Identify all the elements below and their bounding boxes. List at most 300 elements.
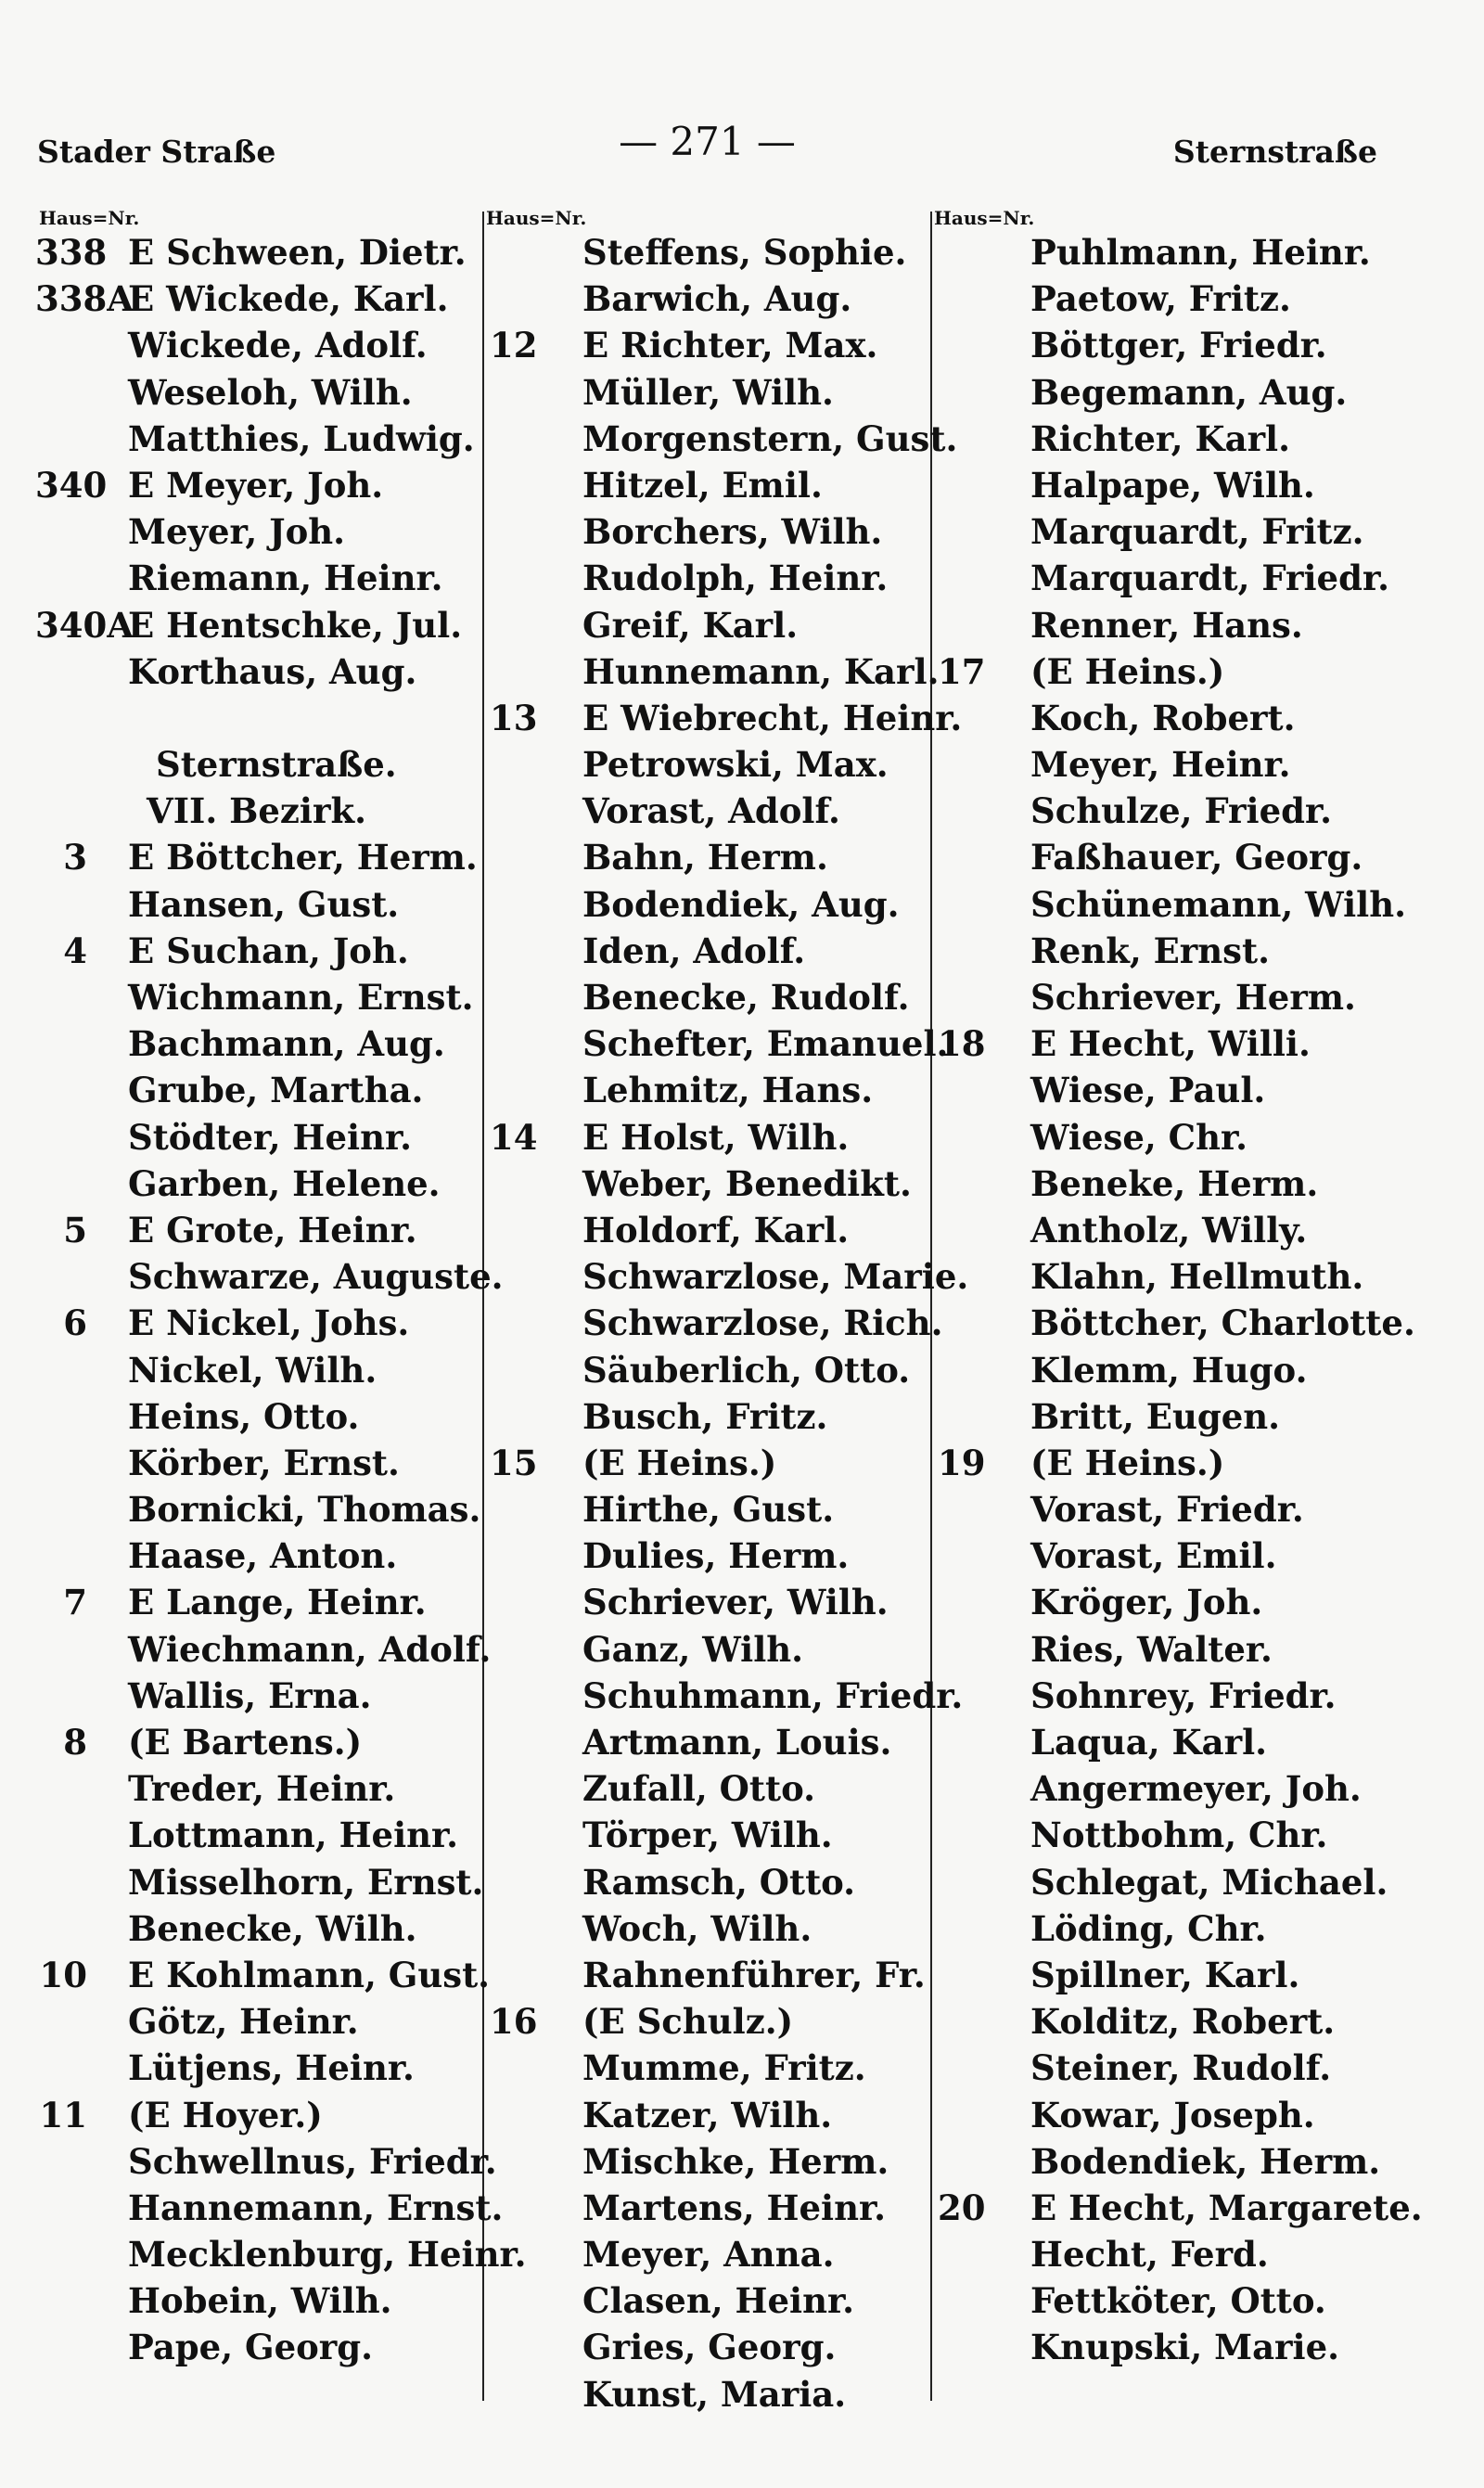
list-item (482, 1067, 930, 1113)
list-item (482, 695, 963, 741)
resident-name: Riemann, Heinr. (128, 558, 443, 599)
list-item (35, 1440, 482, 1486)
list-item (35, 1533, 482, 1579)
resident-name: E Böttcher, Herm. (128, 837, 478, 878)
list-item (482, 1486, 930, 1533)
resident-name: Greif, Karl. (582, 604, 799, 646)
resident-name: Spillner, Karl. (1030, 1954, 1300, 1995)
list-item (35, 2277, 482, 2324)
resident-name: E Holst, Wilh. (582, 1116, 850, 1158)
list-item (930, 1020, 1391, 1067)
list-item (482, 1765, 930, 1812)
resident-name: Iden, Adolf. (582, 930, 806, 971)
list-item (930, 1765, 1391, 1812)
house-number: 7 (63, 1582, 87, 1623)
list-item (930, 928, 1391, 974)
list-item (482, 788, 930, 834)
resident-name: Wallis, Erna. (128, 1674, 372, 1716)
house-number: 13 (490, 697, 538, 738)
resident-name: (E Bartens.) (128, 1722, 363, 1763)
list-item (930, 2277, 1391, 2324)
list-item (482, 2371, 930, 2417)
resident-name: Wiese, Paul. (1030, 1070, 1266, 1111)
resident-name: Schwarzlose, Rich. (582, 1302, 943, 1344)
house-number: 18 (938, 1023, 986, 1065)
column-label: Haus=Nr. (486, 207, 587, 229)
section-district: VII. Bezirk. (147, 790, 366, 832)
list-item (930, 1952, 1391, 1998)
resident-name: Hecht, Ferd. (1030, 2234, 1269, 2276)
list-item (930, 508, 1391, 555)
list-item (482, 555, 930, 601)
house-number: 338A (35, 278, 134, 320)
list-item (35, 229, 482, 276)
house-number: 17 (938, 650, 986, 692)
resident-name: Martens, Heinr. (582, 2187, 886, 2228)
entry-list (35, 229, 482, 695)
column-label: Haus=Nr. (934, 207, 1035, 229)
list-item (35, 648, 482, 695)
list-item (930, 1253, 1391, 1300)
resident-name: Bornicki, Thomas. (128, 1489, 481, 1531)
resident-name: Misselhorn, Ernst. (128, 1861, 484, 1903)
resident-name: E Lange, Heinr. (128, 1582, 427, 1623)
resident-name: Haase, Anton. (128, 1535, 398, 1577)
resident-name: Hansen, Gust. (128, 883, 400, 925)
resident-name: Schuhmann, Friedr. (582, 1674, 964, 1716)
resident-name: Kröger, Joh. (1030, 1582, 1263, 1623)
resident-name: Wickede, Adolf. (128, 325, 428, 366)
house-number: 6 (63, 1302, 87, 1344)
list-item (930, 834, 1391, 880)
list-item (482, 1300, 943, 1346)
list-item (35, 462, 482, 508)
list-item (482, 1626, 930, 1673)
list-item (35, 1812, 482, 1858)
list-item (35, 1300, 482, 1346)
resident-name: Vorast, Adolf. (582, 790, 840, 832)
resident-name: Antholz, Willy. (1030, 1209, 1308, 1250)
list-item (930, 1812, 1391, 1858)
list-item (35, 2045, 482, 2091)
list-item (482, 834, 930, 880)
list-item (930, 1067, 1391, 1113)
resident-name: Schlegat, Michael. (1030, 1861, 1388, 1903)
resident-name: E Schween, Dietr. (128, 232, 467, 273)
list-item (35, 1114, 482, 1161)
list-item (35, 1952, 491, 1998)
list-item (482, 1579, 930, 1625)
list-item (930, 1673, 1391, 1719)
resident-name: (E Heins.) (1030, 1442, 1225, 1483)
resident-name: Pape, Georg. (128, 2327, 374, 2368)
resident-name: Schulze, Friedr. (1030, 790, 1332, 832)
resident-name: Treder, Heinr. (128, 1768, 396, 1810)
resident-name: Richter, Karl. (1030, 417, 1290, 459)
list-item (35, 974, 482, 1020)
resident-name: Weseloh, Wilh. (128, 371, 413, 413)
resident-name: Körber, Ernst. (128, 1442, 400, 1483)
resident-name: Begemann, Aug. (1030, 371, 1348, 413)
resident-name: Busch, Fritz. (582, 1395, 828, 1437)
resident-name: Dulies, Herm. (582, 1535, 850, 1577)
list-item (930, 881, 1406, 928)
resident-name: Bahn, Herm. (582, 837, 828, 878)
resident-name: E Grote, Heinr. (128, 1209, 417, 1250)
resident-name: Matthies, Ludwig. (128, 417, 475, 459)
list-item (482, 1161, 930, 1207)
resident-name: Fettköter, Otto. (1030, 2280, 1326, 2322)
resident-name: Puhlmann, Heinr. (1030, 232, 1371, 273)
page-number: — 271 — (619, 119, 796, 164)
resident-name: Lottmann, Heinr. (128, 1815, 458, 1856)
list-item (35, 508, 482, 555)
list-item (482, 1020, 949, 1067)
resident-name: Benecke, Wilh. (128, 1907, 417, 1949)
resident-name: Löding, Chr. (1030, 1907, 1267, 1949)
resident-name: Marquardt, Fritz. (1030, 511, 1364, 553)
resident-name: Klahn, Hellmuth. (1030, 1256, 1364, 1298)
list-item (930, 1579, 1391, 1625)
list-item (35, 555, 482, 601)
list-item (930, 1905, 1391, 1952)
list-item (930, 2045, 1391, 2091)
resident-name: Weber, Benedikt. (582, 1162, 912, 1204)
resident-name: Schefter, Emanuel. (582, 1023, 949, 1065)
resident-name: Lütjens, Heinr. (128, 2047, 415, 2089)
resident-name: E Suchan, Joh. (128, 930, 409, 971)
resident-name: Sohnrey, Friedr. (1030, 1674, 1337, 1716)
house-number: 11 (39, 2094, 87, 2135)
list-item (482, 1905, 930, 1952)
list-item (35, 416, 482, 462)
list-item (930, 1161, 1391, 1207)
list-item (930, 1300, 1415, 1346)
resident-name: Beneke, Herm. (1030, 1162, 1319, 1204)
list-item (35, 1393, 482, 1440)
list-item (930, 1998, 1391, 2045)
list-item (930, 555, 1391, 601)
resident-name: Petrowski, Max. (582, 744, 889, 786)
resident-name: E Wiebrecht, Heinr. (582, 697, 963, 738)
house-number: 3 (63, 837, 87, 878)
list-item (482, 881, 930, 928)
resident-name: Katzer, Wilh. (582, 2094, 833, 2135)
resident-name: Halpape, Wilh. (1030, 464, 1315, 506)
list-item (930, 2092, 1391, 2138)
resident-name: Böttger, Friedr. (1030, 325, 1327, 366)
list-item (482, 602, 930, 648)
list-item (482, 2324, 930, 2370)
list-item (482, 1253, 969, 1300)
resident-name: Faßhauer, Georg. (1030, 837, 1363, 878)
resident-name: Hannemann, Ernst. (128, 2187, 504, 2228)
resident-name: Wichmann, Ernst. (128, 977, 474, 1018)
list-item (35, 322, 482, 368)
house-number: 10 (39, 1954, 87, 1995)
list-item (35, 276, 482, 322)
resident-name: (E Schulz.) (582, 2001, 794, 2043)
list-item (930, 648, 1391, 695)
resident-name: Gries, Georg. (582, 2327, 837, 2368)
list-item (930, 1207, 1391, 1253)
resident-name: Ganz, Wilh. (582, 1628, 804, 1670)
list-item (482, 1998, 930, 2045)
resident-name: Meyer, Heinr. (1030, 744, 1291, 786)
resident-name: Schwellnus, Friedr. (128, 2140, 497, 2182)
resident-name: Meyer, Anna. (582, 2234, 835, 2276)
list-item (482, 416, 958, 462)
list-item (930, 602, 1391, 648)
resident-name: Heins, Otto. (128, 1395, 360, 1437)
house-number: 16 (490, 2001, 538, 2043)
resident-name: Kunst, Maria. (582, 2373, 847, 2415)
resident-name: Lehmitz, Hans. (582, 1070, 874, 1111)
house-number: 5 (63, 1209, 87, 1250)
list-item (930, 369, 1391, 416)
resident-name: Renner, Hans. (1030, 604, 1303, 646)
resident-name: Angermeyer, Joh. (1030, 1768, 1362, 1810)
list-item (482, 1812, 930, 1858)
list-item (35, 602, 482, 648)
resident-name: E Richter, Max. (582, 325, 878, 366)
resident-name: Laqua, Karl. (1030, 1722, 1268, 1763)
list-item (930, 1114, 1391, 1161)
list-item (930, 2138, 1391, 2185)
house-number: 19 (938, 1442, 986, 1483)
resident-name: Borchers, Wilh. (582, 511, 883, 553)
resident-name: Marquardt, Friedr. (1030, 558, 1389, 599)
resident-name: (E Heins.) (1030, 650, 1225, 692)
resident-name: Böttcher, Charlotte. (1030, 1302, 1415, 1344)
resident-name: Ries, Walter. (1030, 1628, 1273, 1670)
list-item (482, 2045, 930, 2091)
list-item (482, 1440, 930, 1486)
resident-name: Britt, Eugen. (1030, 1395, 1281, 1437)
resident-name: Grube, Martha. (128, 1070, 424, 1111)
section-title: Sternstraße. (156, 744, 397, 786)
list-item (482, 369, 930, 416)
resident-name: Bodendiek, Herm. (1030, 2140, 1381, 2182)
list-item (482, 2092, 930, 2138)
list-item (930, 322, 1391, 368)
resident-name: Schriever, Wilh. (582, 1582, 889, 1623)
list-item (930, 1859, 1391, 1905)
list-item (35, 1673, 482, 1719)
house-number: 8 (63, 1722, 87, 1763)
list-item (482, 1859, 930, 1905)
spacer (35, 695, 482, 741)
resident-name: E Nickel, Johs. (128, 1302, 410, 1344)
resident-name: Säuberlich, Otto. (582, 1349, 911, 1391)
resident-name: Clasen, Heinr. (582, 2280, 854, 2322)
list-item (35, 1579, 482, 1625)
list-item (482, 508, 930, 555)
header-street-left: Stader Straße (37, 134, 276, 170)
resident-name: Klemm, Hugo. (1030, 1349, 1308, 1391)
list-item (930, 462, 1391, 508)
list-item (482, 1114, 930, 1161)
resident-name: E Hentschke, Jul. (128, 604, 463, 646)
house-number: 4 (63, 930, 87, 971)
list-item (35, 1905, 482, 1952)
list-item (930, 276, 1391, 322)
resident-name: Vorast, Emil. (1030, 1535, 1277, 1577)
list-item (35, 1253, 504, 1300)
list-item (35, 1207, 482, 1253)
house-number: 20 (938, 2187, 986, 2228)
list-item (482, 1719, 930, 1765)
resident-name: Schwarze, Auguste. (128, 1256, 504, 1298)
list-item (482, 322, 930, 368)
resident-name: Hitzel, Emil. (582, 464, 823, 506)
list-item (930, 2324, 1391, 2370)
resident-name: E Kohlmann, Gust. (128, 1954, 491, 1995)
list-item (482, 648, 940, 695)
list-item (482, 974, 930, 1020)
resident-name: Rahnenführer, Fr. (582, 1954, 926, 1995)
list-item (930, 741, 1391, 788)
resident-name: Törper, Wilh. (582, 1815, 833, 1856)
list-item (35, 2231, 527, 2277)
resident-name: E Hecht, Willi. (1030, 1023, 1311, 1065)
list-item (482, 2231, 930, 2277)
list-item (482, 1207, 930, 1253)
resident-name: Hirthe, Gust. (582, 1489, 835, 1531)
list-item (35, 1765, 482, 1812)
resident-name: Holdorf, Karl. (582, 1209, 850, 1250)
resident-name: Mischke, Herm. (582, 2140, 889, 2182)
resident-name: Wiechmann, Adolf. (128, 1628, 492, 1670)
list-item (35, 928, 482, 974)
house-number: 340 (35, 464, 108, 506)
list-item (35, 1626, 492, 1673)
resident-name: Artmann, Louis. (582, 1722, 892, 1763)
resident-name: Meyer, Joh. (128, 511, 346, 553)
list-item (482, 1673, 964, 1719)
list-item (930, 1347, 1391, 1393)
list-item (482, 2277, 930, 2324)
resident-name: Hobein, Wilh. (128, 2280, 392, 2322)
list-item (35, 2185, 504, 2231)
list-item (930, 229, 1391, 276)
resident-name: Kolditz, Robert. (1030, 2001, 1336, 2043)
list-item (35, 881, 482, 928)
list-item (35, 2138, 497, 2185)
resident-name: Kowar, Joseph. (1030, 2094, 1315, 2135)
list-item (930, 1486, 1391, 1533)
resident-name: Rudolph, Heinr. (582, 558, 889, 599)
resident-name: Knupski, Marie. (1030, 2327, 1340, 2368)
resident-name: Benecke, Rudolf. (582, 977, 910, 1018)
resident-name: Woch, Wilh. (582, 1907, 812, 1949)
house-number: 338 (35, 232, 108, 273)
resident-name: Barwich, Aug. (582, 278, 852, 320)
list-item (35, 369, 482, 416)
list-item (35, 1486, 482, 1533)
list-item (930, 788, 1391, 834)
list-item (930, 416, 1391, 462)
list-item (930, 1440, 1391, 1486)
list-item (482, 1952, 930, 1998)
resident-name: Schünemann, Wilh. (1030, 883, 1406, 925)
house-number: 12 (490, 325, 538, 366)
list-item (482, 276, 930, 322)
list-item (930, 1393, 1391, 1440)
resident-name: Schwarzlose, Marie. (582, 1256, 969, 1298)
resident-name: Götz, Heinr. (128, 2001, 359, 2043)
resident-name: Morgenstern, Gust. (582, 417, 958, 459)
list-item (482, 1393, 930, 1440)
resident-name: Ramsch, Otto. (582, 1861, 856, 1903)
list-item (482, 1347, 930, 1393)
list-item (930, 974, 1391, 1020)
list-item (35, 2092, 482, 2138)
resident-name: Hunnemann, Karl. (582, 650, 940, 692)
list-item (35, 834, 482, 880)
resident-name: Koch, Robert. (1030, 697, 1296, 738)
resident-name: Zufall, Otto. (582, 1768, 815, 1810)
list-item (35, 1020, 482, 1067)
list-item (930, 1533, 1391, 1579)
resident-name: Mecklenburg, Heinr. (128, 2234, 527, 2276)
house-number: 340A (35, 604, 134, 646)
list-item (930, 2231, 1391, 2277)
list-item (930, 1719, 1391, 1765)
resident-name: E Hecht, Margarete. (1030, 2187, 1423, 2228)
resident-name: Steiner, Rudolf. (1030, 2047, 1332, 2089)
list-item (482, 462, 930, 508)
resident-name: Bodendiek, Aug. (582, 883, 900, 925)
list-item (35, 1347, 482, 1393)
list-item (35, 1998, 482, 2045)
entry-list (930, 229, 1423, 2371)
list-item (930, 2185, 1423, 2231)
resident-name: Schriever, Herm. (1030, 977, 1356, 1018)
house-number: 14 (490, 1116, 538, 1158)
list-item (35, 1161, 482, 1207)
list-item (930, 1626, 1391, 1673)
list-item (35, 1067, 482, 1113)
list-item (35, 1859, 482, 1905)
resident-name: Bachmann, Aug. (128, 1023, 445, 1065)
header-street-right: Sternstraße (1172, 134, 1377, 170)
list-item (482, 229, 930, 276)
resident-name: Korthaus, Aug. (128, 650, 417, 692)
resident-name: Nickel, Wilh. (128, 1349, 377, 1391)
column-3 (930, 207, 1423, 2371)
resident-name: Steffens, Sophie. (582, 232, 907, 273)
resident-name: Vorast, Friedr. (1030, 1489, 1304, 1531)
list-item (482, 741, 930, 788)
resident-name: (E Heins.) (582, 1442, 777, 1483)
list-item (482, 2185, 930, 2231)
page-header (37, 119, 1377, 174)
list-item (482, 1533, 930, 1579)
resident-name: Renk, Ernst. (1030, 930, 1270, 971)
resident-name: Nottbohm, Chr. (1030, 1815, 1328, 1856)
resident-name: Stödter, Heinr. (128, 1116, 412, 1158)
resident-name: (E Hoyer.) (128, 2094, 323, 2135)
list-item (930, 695, 1391, 741)
list-item (35, 1719, 482, 1765)
list-item (35, 2324, 482, 2370)
resident-name: Garben, Helene. (128, 1162, 441, 1204)
house-number: 15 (490, 1442, 538, 1483)
resident-name: Wiese, Chr. (1030, 1116, 1247, 1158)
list-item (482, 928, 930, 974)
resident-name: E Meyer, Joh. (128, 464, 384, 506)
